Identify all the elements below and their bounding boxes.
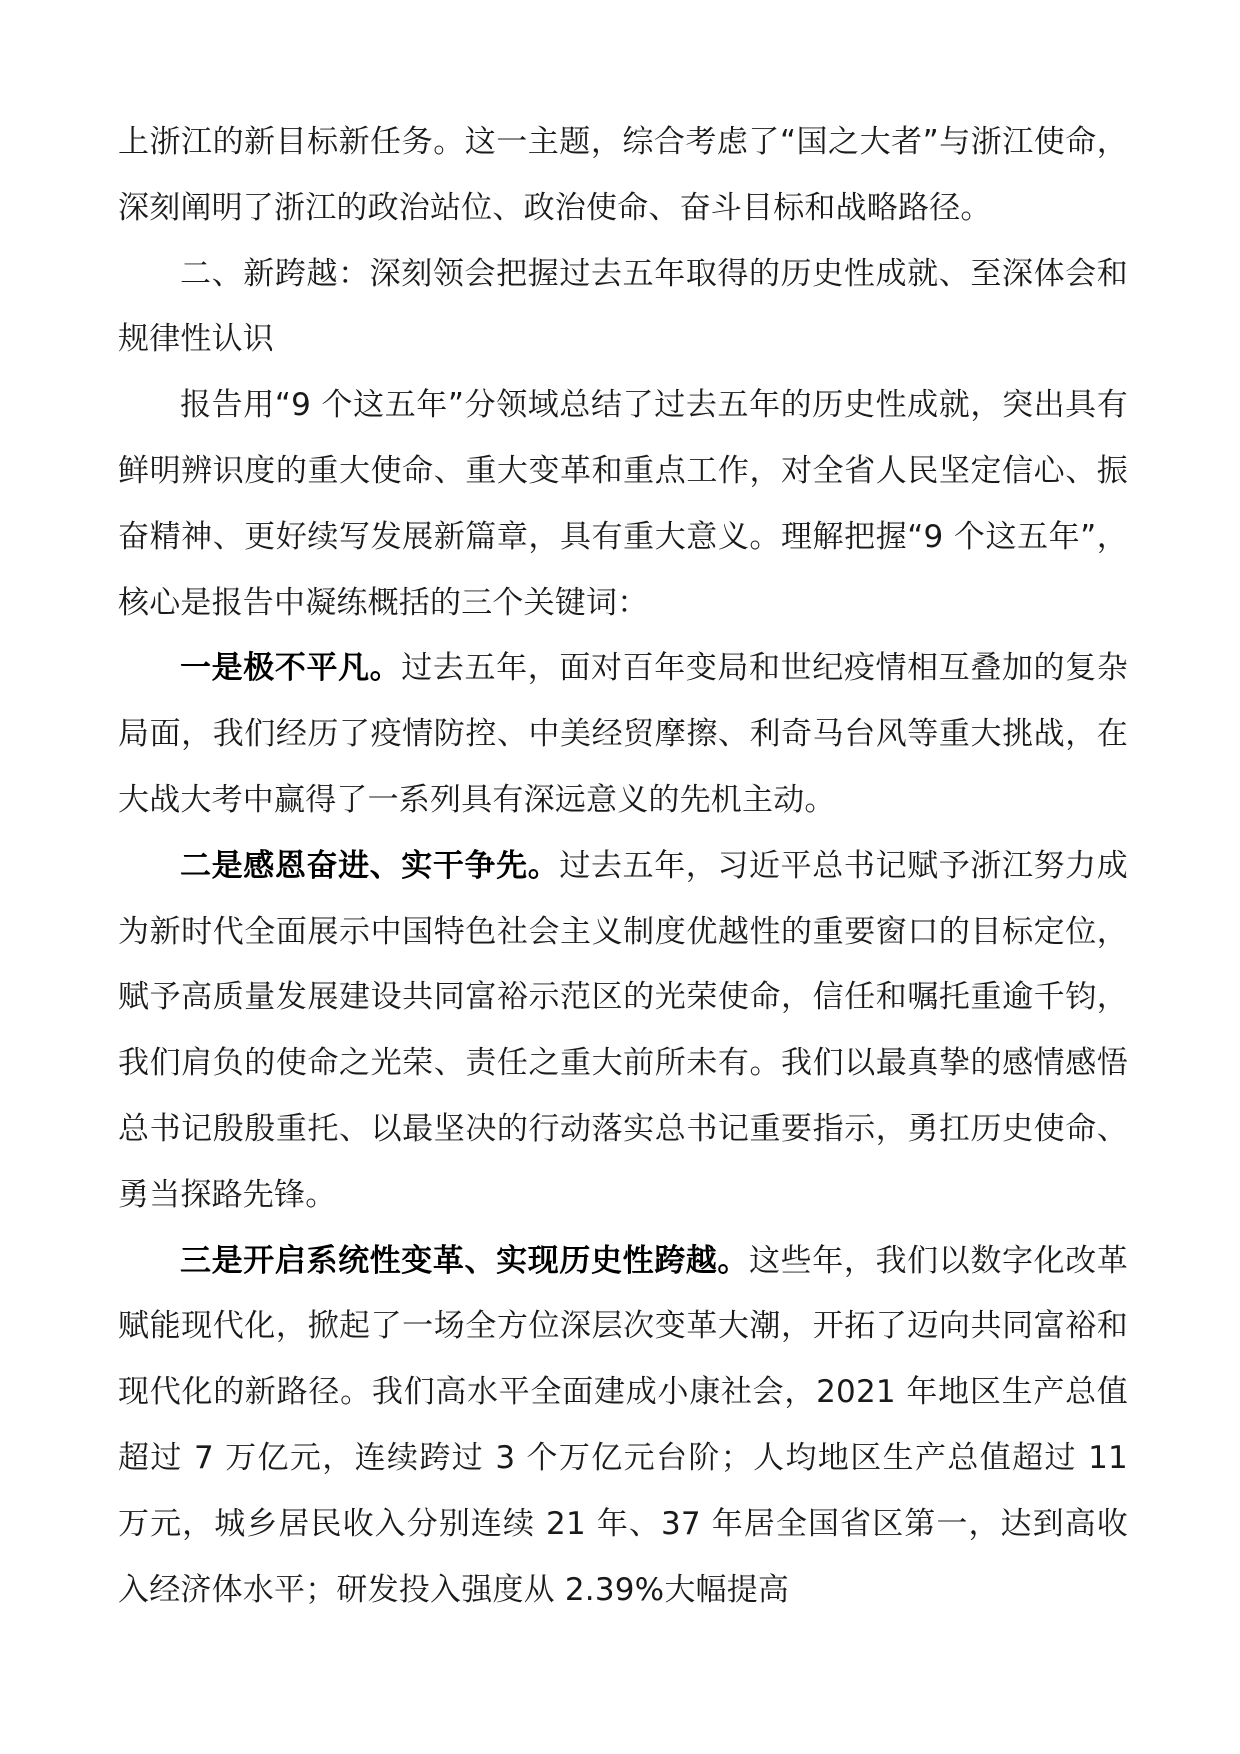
paragraph-text: 过去五年，面对百年变局和世纪疫情相互叠加的复杂局面，我们经历了疫情防控、中美经贸摩擦、利奇马台风等重大挑战，在大战大考中赢得了一系列具有深远意义的先机主动。 — [118, 650, 1128, 818]
keyword-lead: 三是开启系统性变革、实现历史性跨越。 — [180, 1242, 750, 1279]
keyword-lead: 一是极不平凡。 — [180, 650, 402, 687]
paragraph-keyword-1 — [118, 636, 1128, 833]
paragraph-text: 这些年，我们以数字化改革赋能现代化，掀起了一场全方位深层次变革大潮，开拓了迈向共同富裕和现代化的新路径。我们高水平全面建成小康社会，2021 年地区生产总值超过 7 万亿元，连续跨过 3 个万亿元台阶；人均地区生产总值超过 11 万元，城乡居民收入分别连续 21 年、37 年居全国省区第一，达到高收入经济体水平；研发投入强度从 2.39%大幅提高 — [118, 1242, 1128, 1608]
body-text — [118, 110, 1128, 1623]
paragraph-text: 上浙江的新目标新任务。这一主题，综合考虑了“国之大者”与浙江使命，深刻阐明了浙江的政治站位、政治使命、奋斗目标和战略路径。 — [118, 124, 1128, 226]
paragraph-keyword-2 — [118, 834, 1128, 1229]
keyword-lead: 二是感恩奋进、实干争先。 — [180, 847, 560, 884]
paragraph-continuation — [118, 110, 1128, 242]
paragraph-text: 报告用“9 个这五年”分领域总结了过去五年的历史性成就，突出具有鲜明辨识度的重大使命、重大变革和重点工作，对全省人民坚定信心、振奋精神、更好续写发展新篇章，具有重大意义。理解把握“9 个这五年”，核心是报告中凝练概括的三个关键词： — [118, 387, 1128, 621]
paragraph-intro — [118, 373, 1128, 636]
section-heading — [118, 242, 1128, 374]
paragraph-text: 过去五年，习近平总书记赋予浙江努力成为新时代全面展示中国特色社会主义制度优越性的重要窗口的目标定位，赋予高质量发展建设共同富裕示范区的光荣使命，信任和嘱托重逾千钧，我们肩负的使命之光荣、责任之重大前所未有。我们以最真挚的感情感悟总书记殷殷重托、以最坚决的行动落实总书记重要指示，勇扛历史使命、勇当探路先锋。 — [118, 847, 1128, 1213]
paragraph-keyword-3 — [118, 1229, 1128, 1624]
section-heading-text: 二、新跨越：深刻领会把握过去五年取得的历史性成就、至深体会和规律性认识 — [118, 255, 1128, 358]
